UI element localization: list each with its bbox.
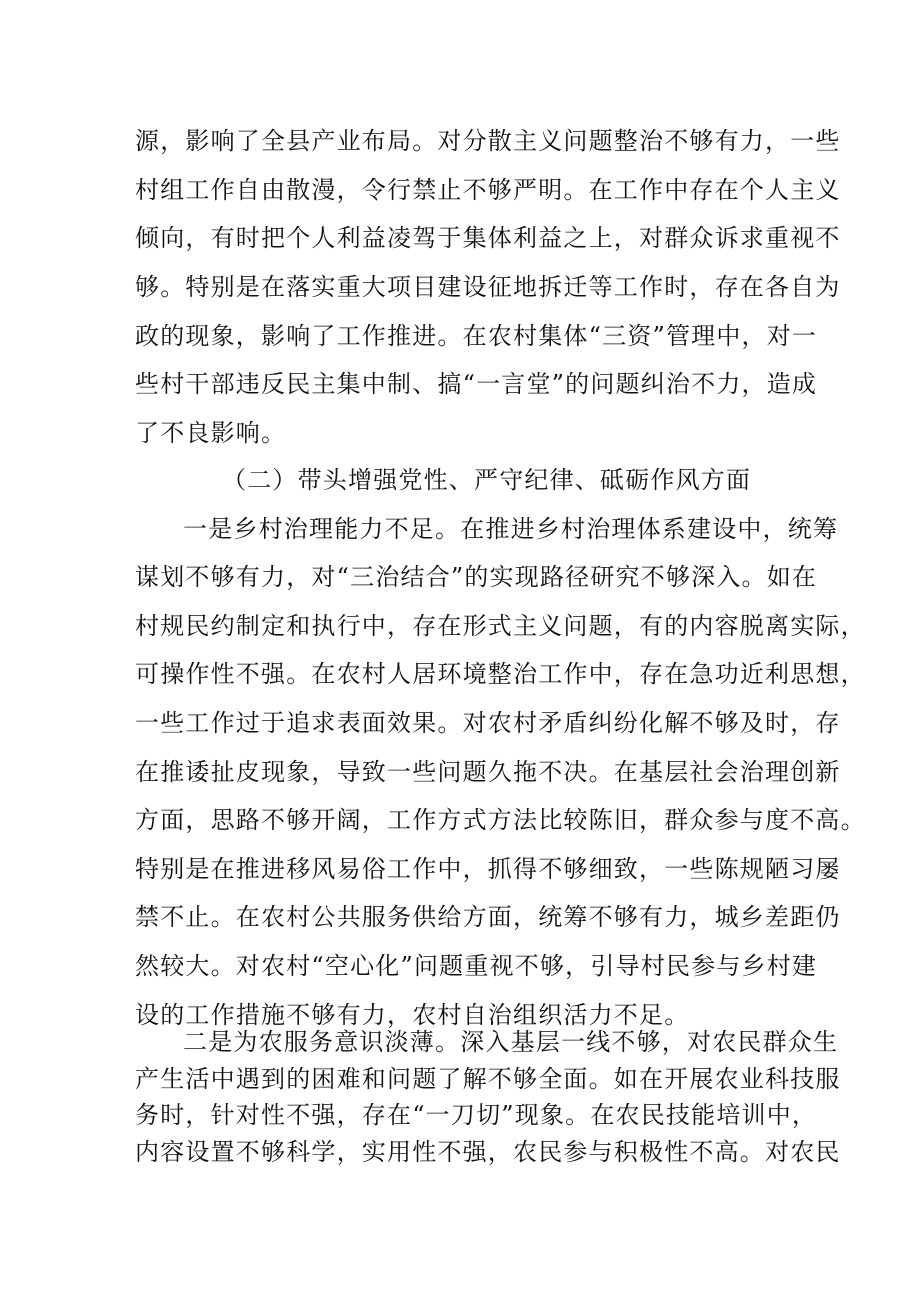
- text-line: 些村干部违反民主集中制、搞“一言堂”的问题纠治不力，造成: [135, 370, 818, 399]
- text-line: 特别是在推进移风易俗工作中，抓得不够细致，一些陈规陋习屡: [135, 854, 841, 883]
- text-line: 一些工作过于追求表面效果。对农村矛盾纠纷化解不够及时，存: [135, 708, 841, 737]
- text-line: 然较大。对农村“空心化”问题重视不够，引导村民参与乡村建: [135, 951, 818, 980]
- text-line: 禁不止。在农村公共服务供给方面，统筹不够有力，城乡差距仍: [135, 903, 841, 932]
- text-line: 村规民约制定和执行中，存在形式主义问题，有的内容脱离实际，: [135, 611, 866, 640]
- text-line: 村组工作自由散漫，令行禁止不够严明。在工作中存在个人主义: [135, 175, 841, 204]
- text-line: 二是为农服务意识淡薄。深入基层一线不够，对农民群众生: [183, 1028, 839, 1056]
- section-2: [135, 456, 866, 1039]
- text-line: 一是乡村治理能力不足。在推进乡村治理体系建设中，统筹: [183, 514, 839, 543]
- text-line: 产生活中遇到的困难和问题了解不够全面。如在开展农业科技服: [135, 1064, 841, 1093]
- text-line: 务时，针对性不强，存在“一刀切”现象。在农民技能培训中，: [135, 1101, 818, 1129]
- paragraph-1: [135, 117, 841, 458]
- paragraph-3: [135, 1024, 841, 1170]
- text-line: 内容设置不够科学，实用性不强，农民参与积极性不高。对农民: [135, 1137, 841, 1166]
- text-line: 倾向，有时把个人利益凌驾于集体利益之上，对群众诉求重视不: [135, 224, 841, 253]
- text-line: 源，影响了全县产业布局。对分散主义问题整治不够有力，一些: [135, 127, 841, 155]
- text-line: 够。特别是在落实重大项目建设征地拆迁等工作时，存在各自为: [135, 273, 841, 302]
- text-line: 设的工作措施不够有力，农村自治组织活力不足。: [135, 1000, 690, 1029]
- text-line: 谋划不够有力，对“三治结合”的实现路径研究不够深入。如在: [135, 563, 818, 592]
- text-line: 方面，思路不够开阔，工作方式方法比较陈旧，群众参与度不高。: [135, 806, 866, 835]
- text-line: 可操作性不强。在农村人居环境整治工作中，存在急功近利思想，: [135, 660, 866, 689]
- text-line: 了不良影响。: [135, 419, 287, 448]
- section-heading: （二）带头增强党性、严守纪律、砥砺作风方面: [222, 466, 752, 494]
- text-line: 政的现象，影响了工作推进。在农村集体“三资”管理中，对一: [135, 321, 818, 350]
- text-line: 在推诿扯皮现象，导致一些问题久拖不决。在基层社会治理创新: [135, 757, 841, 786]
